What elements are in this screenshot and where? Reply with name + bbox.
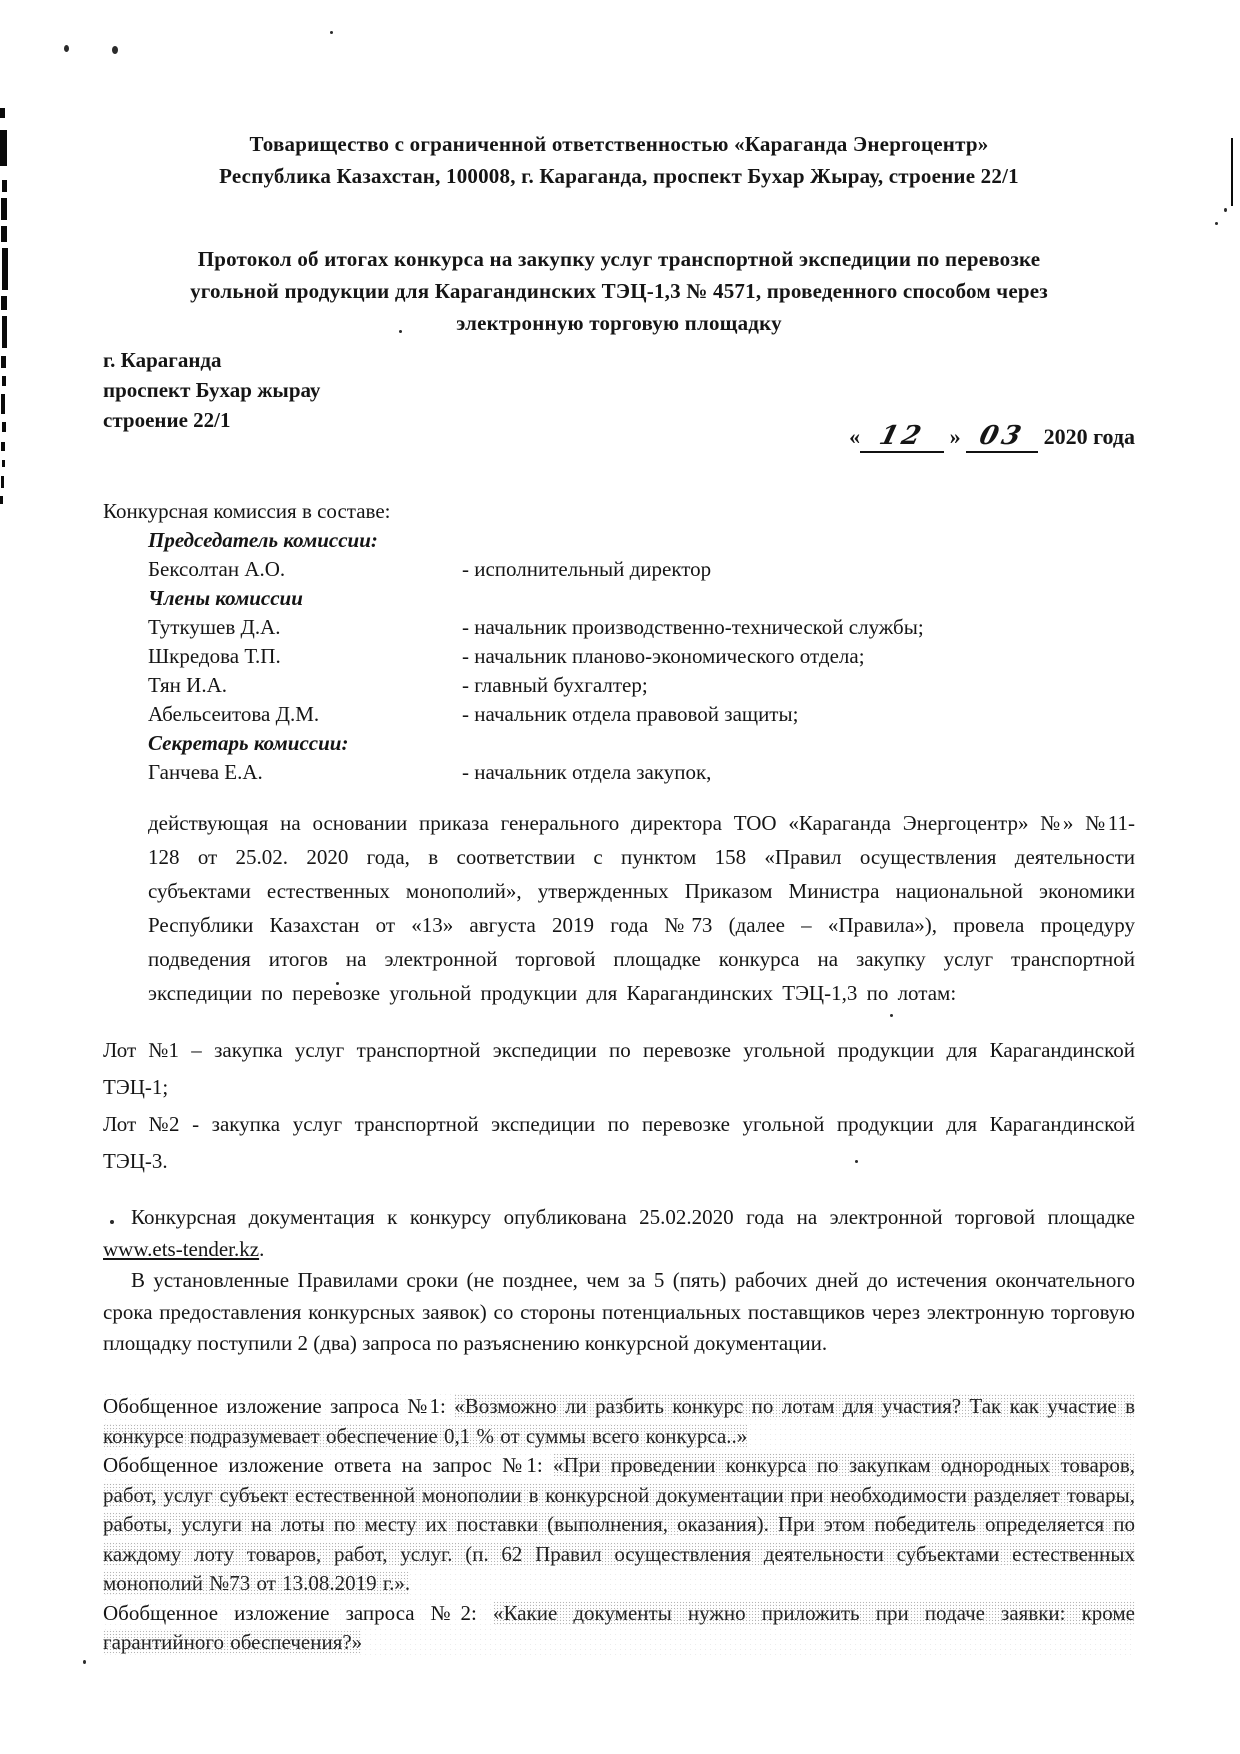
member-name: Бексолтан А.О. — [148, 557, 286, 581]
commission-row-secretary — [103, 758, 1135, 787]
commission-row — [103, 613, 1135, 642]
member-name: Абельсеитова Д.М. — [148, 702, 320, 726]
request-2-text: «Какие документы нужно приложить при подаче заявки: кроме гарантийного обеспечения?» — [103, 1600, 1135, 1654]
request-1 — [103, 1392, 1135, 1451]
date-open-quote: « — [849, 424, 861, 449]
date-month-handwritten: 03 — [976, 421, 1028, 451]
secretary-label: Секретарь комиссии: — [148, 731, 349, 755]
chairman-label: Председатель комиссии: — [148, 528, 378, 552]
member-role: - исполнительный директор — [462, 557, 712, 581]
member-name: Шкредова Т.П. — [148, 644, 281, 668]
date-day-handwritten: 12 — [876, 421, 928, 451]
lot-2: Лот №2 - закупка услуг транспортной экспедиции по перевозке угольной продукции для Карагандинской ТЭЦ-3. — [103, 1112, 1135, 1173]
publication-text: Конкурсная документация к конкурсу опубликована 25.02.2020 года на электронной торговой площадке — [131, 1205, 1135, 1229]
member-name: Туткушев Д.А. — [148, 615, 281, 639]
commission-row — [103, 642, 1135, 671]
commission-row — [103, 700, 1135, 729]
commission-row — [103, 671, 1135, 700]
date-close-quote: » — [949, 424, 961, 449]
answer-1 — [103, 1451, 1135, 1599]
lots-block — [103, 1032, 1135, 1180]
requests-block — [103, 1392, 1135, 1658]
title-line-3: электронную торговую площадку — [456, 311, 782, 335]
publication-block — [103, 1202, 1135, 1360]
document-title — [103, 243, 1135, 339]
commission-row-chairman — [103, 555, 1135, 584]
request-2 — [103, 1599, 1135, 1658]
org-name-line: Товарищество с ограниченной ответственностью «Караганда Энергоцентр» — [249, 132, 989, 156]
lot-1: Лот №1 – закупка услуг транспортной экспедиции по перевозке угольной продукции для Карагандинской ТЭЦ-1; — [103, 1038, 1135, 1099]
publication-paragraph — [103, 1202, 1135, 1265]
commission-list — [103, 526, 1135, 787]
tender-site-link[interactable]: www.ets-tender.kz — [103, 1236, 260, 1261]
basis-paragraph: действующая на основании приказа генерального директора ТОО «Караганда Энергоцентр» №» №11-128 от 25.02. 2020 года, в соответствии с пунктом 158 «Правил осуществления деятельности субъектами естественных монополий», утвержденных Приказом Министра национальной экономики Республики Казахстан от «13» августа 2019 года №73 (далее – «Правила»), провела процедуру подведения итогов на электронной торговой площадке конкурса на закупку услуг транспортной экспедиции по перевозке угольной продукции для Карагандинских ТЭЦ-1,3 по лотам: — [148, 811, 1135, 1005]
publication-period: . — [259, 1236, 265, 1261]
member-role: - начальник отдела закупок, — [462, 760, 712, 784]
member-name: Тян И.А. — [148, 673, 228, 697]
title-line-2: угольной продукции для Карагандинских ТЭЦ-1,3 № 4571, проведенного способом через — [190, 279, 1048, 303]
member-role: - начальник отдела правовой защиты; — [462, 702, 799, 726]
member-role: - главный бухгалтер; — [462, 673, 648, 697]
request-1-text: «Возможно ли разбить конкурс по лотам для участия? Так как участие в конкурсе подразумевает обеспечение 0,1 % от суммы всего конкурса..» — [103, 1394, 1135, 1448]
document-date — [849, 421, 1135, 453]
request-2-label: Обобщенное изложение запроса №2: — [103, 1600, 477, 1625]
place-building: строение 22/1 — [103, 408, 231, 432]
member-name: Ганчева Е.А. — [148, 760, 263, 784]
request-1-label: Обобщенное изложение запроса №1: — [103, 1394, 446, 1418]
date-month-underline — [966, 421, 1038, 453]
members-label: Члены комиссии — [148, 586, 303, 610]
place-street: проспект Бухар жырау — [103, 378, 321, 402]
answer-1-text: «При проведении конкурса по закупкам однородных товаров, работ, услуг субъект естественной монополии в конкурсной документации при необходимости разделяет товары, работы, услуги на лоты по месту их поставки (выполнения, оказания). При этом победитель определяется по каждому лоту товаров, работ, услуг. (п. 62 Правил осуществления деятельности субъектами естественных монополий №73 от 13.08.2019 г.». — [103, 1453, 1135, 1595]
date-day-underline — [860, 421, 944, 453]
commission-intro: Конкурсная комиссия в составе: — [103, 499, 391, 523]
title-line-1: Протокол об итогах конкурса на закупку услуг транспортной экспедиции по перевозке — [197, 247, 1041, 271]
answer-1-label: Обобщенное изложение ответа на запрос №1: — [103, 1453, 543, 1477]
deadline-paragraph: В установленные Правилами сроки (не позднее, чем за 5 (пять) рабочих дней до истечения окончательного срока предоставления конкурсных заявок) со стороны потенциальных поставщиков через электронную торговую площадку поступили 2 (два) запроса по разъяснению конкурсной документации. — [103, 1268, 1135, 1355]
organization-header — [103, 128, 1135, 192]
org-address-line: Республика Казахстан, 100008, г. Караганда, проспект Бухар Жырау, строение 22/1 — [219, 164, 1019, 188]
place-city: г. Караганда — [103, 348, 222, 372]
member-role: - начальник планово-экономического отдела; — [462, 644, 865, 668]
date-year: 2020 года — [1043, 424, 1135, 449]
member-role: - начальник производственно-технической службы; — [462, 615, 924, 639]
